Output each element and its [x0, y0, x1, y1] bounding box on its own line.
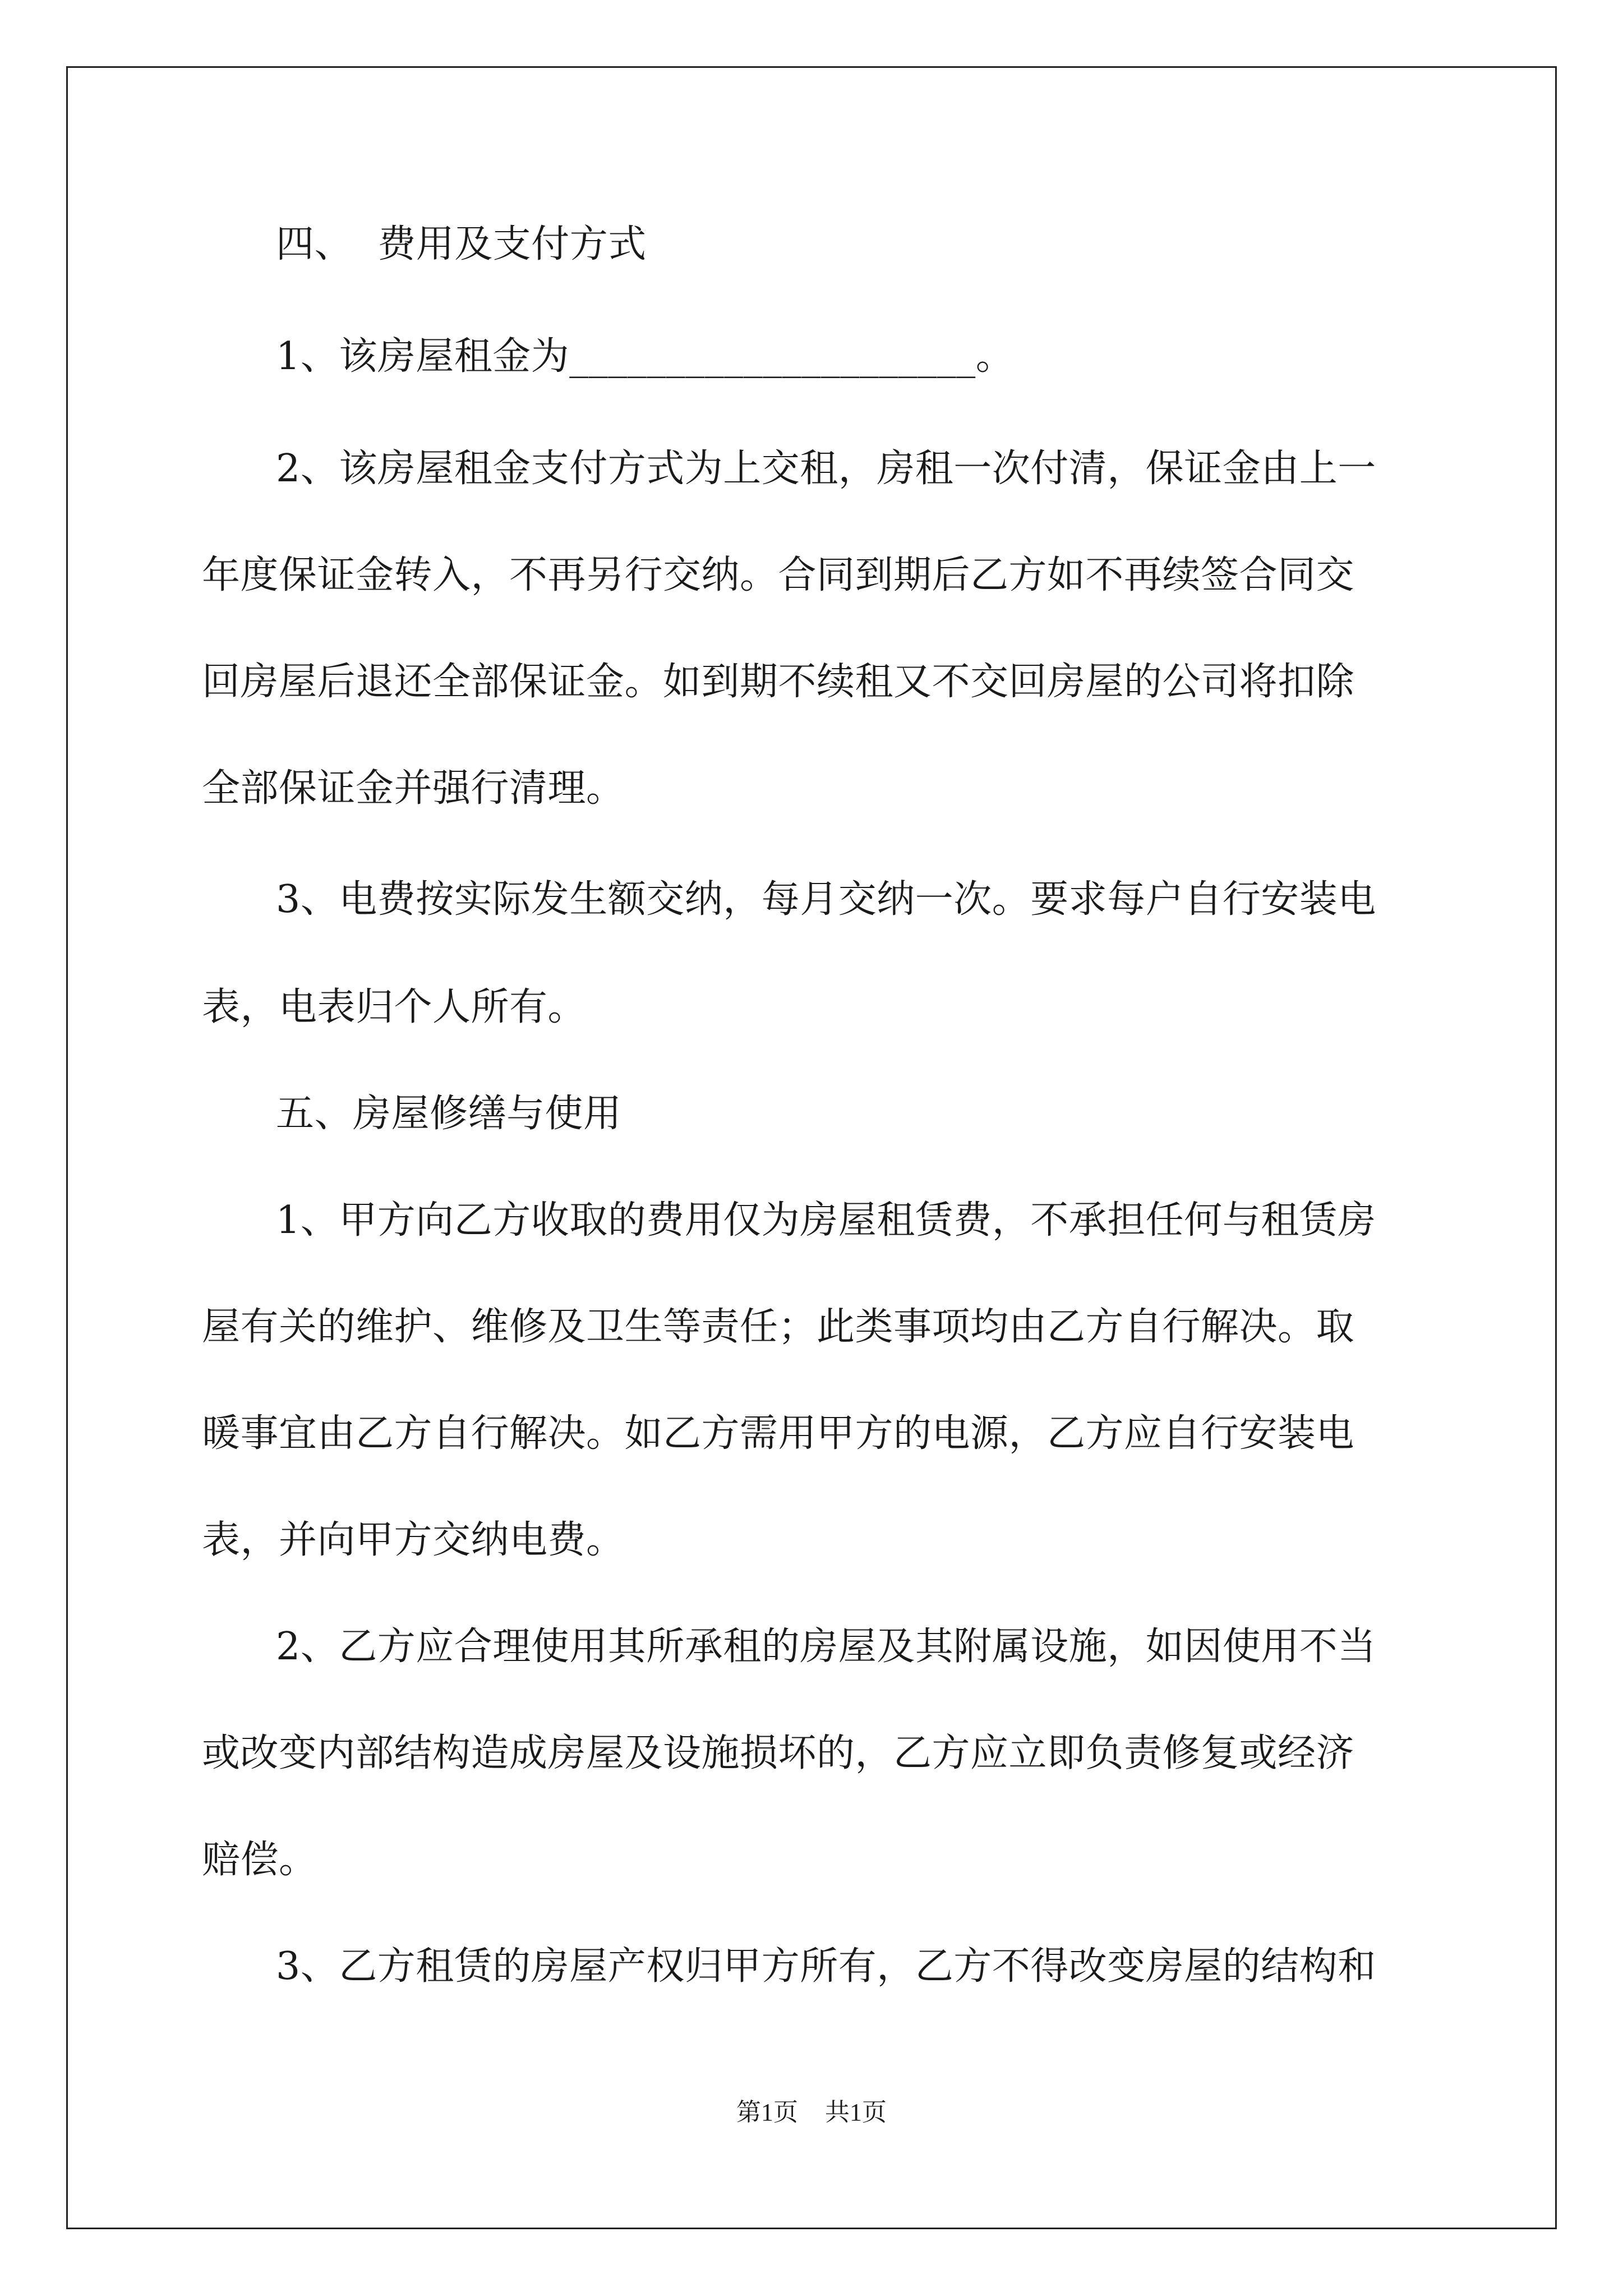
- page-total: 共1页: [825, 2099, 887, 2126]
- paragraph-line: 或改变内部结构造成房屋及设施损坏的，乙方应立即负责修复或经济: [202, 1731, 1355, 1775]
- paragraph-line: 屋有关的维护、维修及卫生等责任；此类事项均由乙方自行解决。取: [202, 1305, 1355, 1349]
- paragraph-line: 表，并向甲方交纳电费。: [202, 1518, 625, 1562]
- paragraph-line: 表，电表归个人所有。: [202, 985, 587, 1029]
- page-footer: [0, 2097, 1623, 2128]
- paragraph-line: 1、甲方向乙方收取的费用仅为房屋租赁费，不承担任何与租赁房: [276, 1198, 1376, 1243]
- paragraph-line: 2、乙方应合理使用其所承租的房屋及其附属设施，如因使用不当: [276, 1625, 1376, 1669]
- page-border: [66, 66, 1557, 2229]
- section-heading-fees: 四、 费用及支付方式: [276, 222, 647, 266]
- paragraph-line: 暖事宜由乙方自行解决。如乙方需用甲方的电源，乙方应自行安装电: [202, 1411, 1355, 1456]
- paragraph-line: 赔偿。: [202, 1838, 317, 1882]
- paragraph-line: 全部保证金并强行清理。: [202, 766, 625, 811]
- page-number: 第1页: [736, 2099, 798, 2126]
- paragraph-line: 年度保证金转入，不再另行交纳。合同到期后乙方如不再续签合同交: [202, 553, 1355, 597]
- paragraph-line: 3、乙方租赁的房屋产权归甲方所有，乙方不得改变房屋的结构和: [276, 1944, 1376, 1989]
- section-heading-repair: 五、房屋修缮与使用: [276, 1092, 622, 1136]
- paragraph-line: 回房屋后退还全部保证金。如到期不续租又不交回房屋的公司将扣除: [202, 660, 1355, 704]
- paragraph-line: 1、该房屋租金为_____________________。: [276, 334, 1015, 379]
- paragraph-line: 2、该房屋租金支付方式为上交租，房租一次付清，保证金由上一: [276, 447, 1376, 491]
- paragraph-line: 3、电费按实际发生额交纳，每月交纳一次。要求每户自行安装电: [276, 877, 1376, 922]
